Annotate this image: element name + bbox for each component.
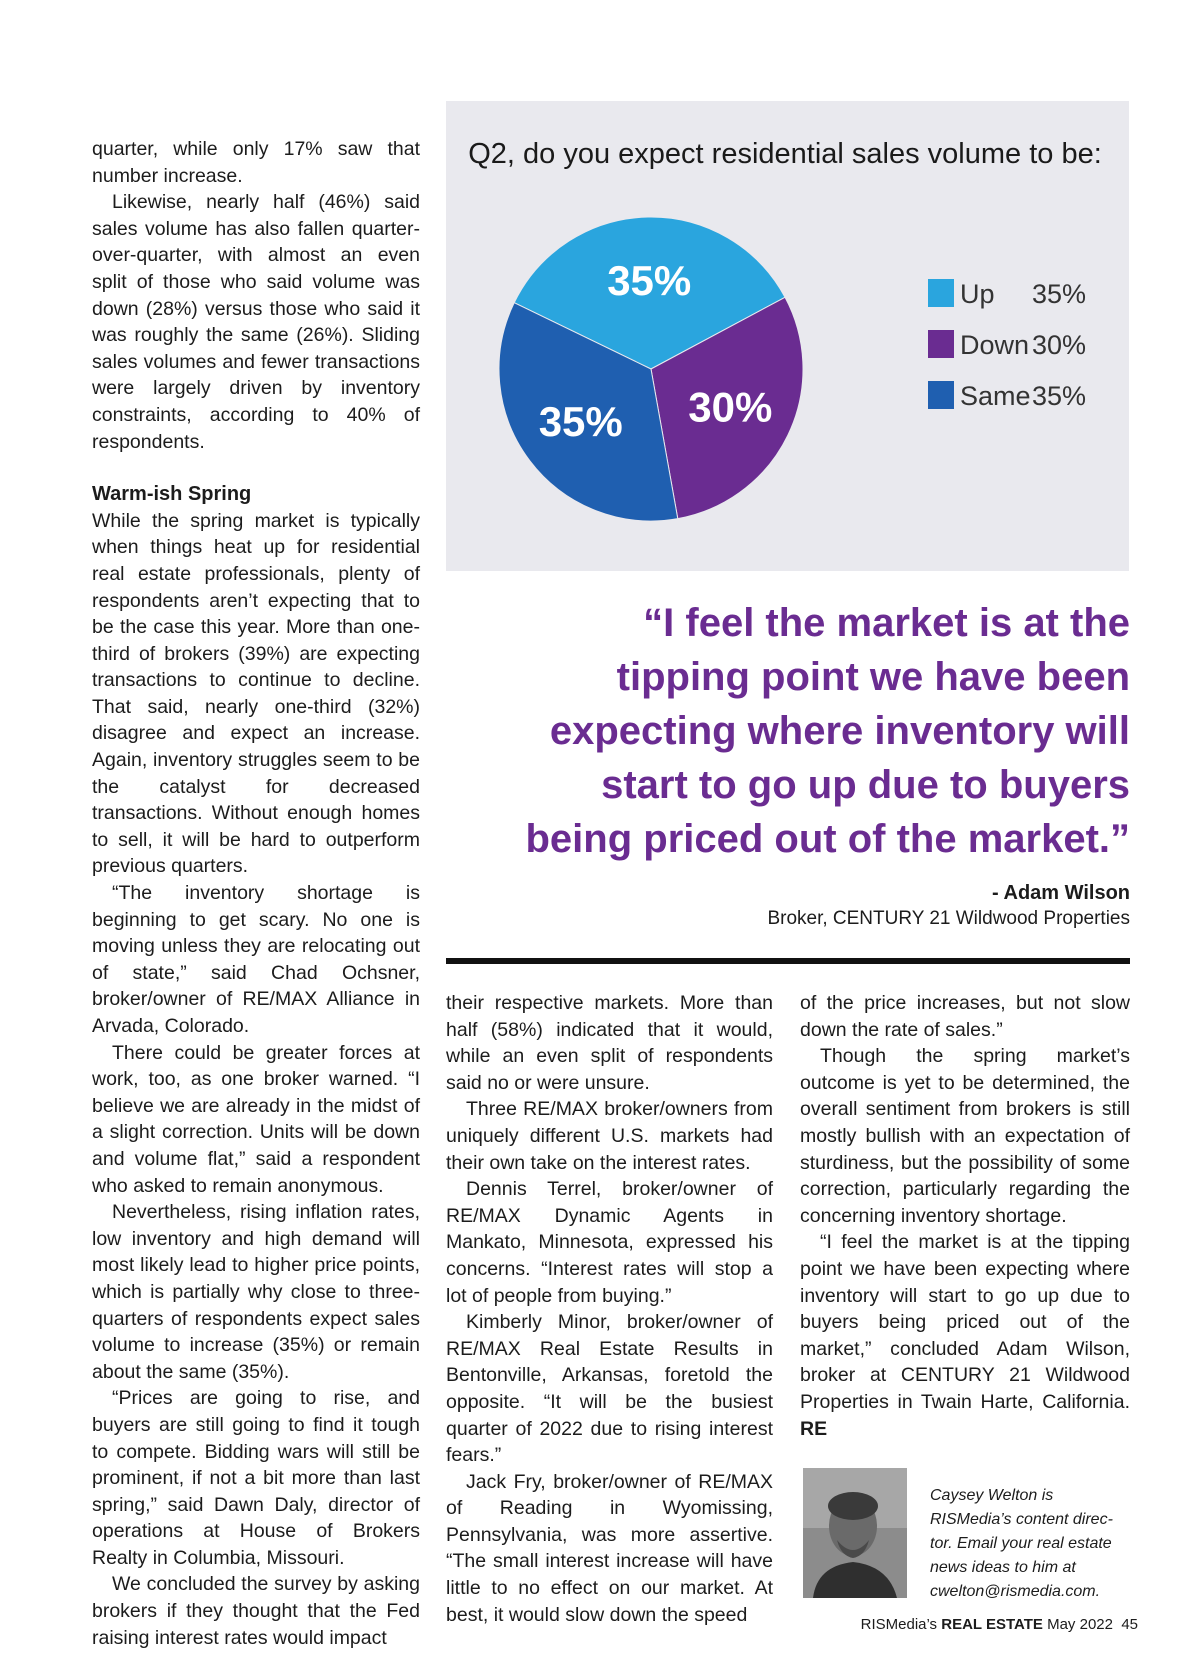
author-bio-line: Caysey Welton is xyxy=(930,1487,1054,1504)
footer-magazine: REAL ESTATE xyxy=(941,1616,1043,1633)
paragraph: Nevertheless, rising inflation rates, low inventory and high demand will most likely lead to higher price points, which is partially why close to three-quarters of respondents expect sales volume to increase (35%) or remain about the same (35%). xyxy=(92,1201,420,1383)
paragraph: their respective markets. More than half (58%) indicated that it would, while an even split of respondents said no or were unsure. xyxy=(446,992,773,1094)
legend-value: 30% xyxy=(1031,330,1086,360)
legend-label: Up xyxy=(960,279,995,309)
legend-swatch xyxy=(928,381,954,409)
paragraph: of the price increases, but not slow down the rate of sales.” xyxy=(800,992,1130,1041)
paragraph: Though the spring market’s outcome is yet to be determined, the overall sentiment from brokers is still mostly bullish with an expectation of sturdiness, but the possibility of some correction, particularly regarding the concerning inventory shortage. xyxy=(800,1045,1130,1227)
author-bio-line: cwelton@rismedia.com. xyxy=(930,1583,1101,1600)
author-bio-line: news ideas to him at xyxy=(930,1559,1076,1576)
legend-value: 35% xyxy=(1031,279,1086,309)
paragraph: Likewise, nearly half (46%) said sales volume has also fallen quarter-over-quarter, with almost an even split of those who said volume was down (28%) versus those who said it was roughly the same (26%). Sliding sales volumes and fewer transactions were largely driven by inventory constraints, according to 40% of respondents. xyxy=(92,191,420,453)
paragraph: Jack Fry, broker/owner of RE/MAX of Reading in Wyomissing, Pennsylvania, was more assertive. “The small interest increase will have little to no effect on our market. At best, it would slow down the speed xyxy=(446,1470,773,1626)
legend-label: Down xyxy=(960,330,1030,360)
author-bio xyxy=(930,1484,1130,1604)
footer-issue: May 2022 xyxy=(1047,1616,1113,1633)
pie-chart-svg xyxy=(446,101,1129,571)
article-column-left xyxy=(92,136,420,1651)
paragraph: “The inventory shortage is beginning to get scary. No one is moving unless they are relocating out of state,” said Chad Ochsner, broker/owner of RE/MAX Alliance in Arvada, Colorado. xyxy=(92,882,420,1037)
section-subhead: Warm-ish Spring xyxy=(92,483,252,506)
paragraph: While the spring market is typically when things heat up for residential real estate professionals, plenty of respondents aren’t expecting that to be the case this year. More than one-third of brokers (39%) are expecting transactions to continue to decline. That said, nearly one-third (32%) disagree and expect an increase. Again, inventory struggles seem to be the catalyst for decreased transactions. Without enough homes to sell, it will be hard to outperform previous quarters. xyxy=(92,509,420,878)
pull-quote-line: start to go up due to buyers xyxy=(601,763,1130,807)
article-column-middle xyxy=(446,990,773,1628)
author-photo xyxy=(803,1468,907,1598)
paragraph: We concluded the survey by asking brokers if they thought that the Fed raising interest rates would impact xyxy=(92,1573,420,1649)
end-mark: RE xyxy=(800,1417,828,1440)
legend-label: Same xyxy=(960,381,1031,411)
pull-quote-line: tipping point we have been xyxy=(616,655,1130,699)
quote-attribution xyxy=(767,880,1130,932)
pull-quote-line: “I feel the market is at the xyxy=(643,601,1130,645)
quote-author-name: - Adam Wilson xyxy=(992,882,1130,904)
paragraph: Kimberly Minor, broker/owner of RE/MAX Real Estate Results in Bentonville, Arkansas, foretold the opposite. “It will be the busiest quarter of 2022 due to rising interest fears.” xyxy=(446,1311,773,1467)
pie-slice-label: 30% xyxy=(688,383,773,431)
author-bio-line: RISMedia’s content direc- xyxy=(930,1511,1113,1528)
section-divider xyxy=(446,958,1130,964)
page-number: 45 xyxy=(1121,1616,1138,1633)
paragraph: Three RE/MAX broker/owners from uniquely different U.S. markets had their own take on the interest rates. xyxy=(446,1098,773,1174)
footer-brand: RISMedia’s xyxy=(860,1616,938,1633)
pie-slice-label: 35% xyxy=(607,256,692,304)
paragraph: There could be greater forces at work, too, as one broker warned. “I believe we are already in the midst of a slight correction. Units will be down and volume flat,” said a respondent who asked to remain anonymous. xyxy=(92,1041,420,1197)
legend-value: 35% xyxy=(1031,381,1086,411)
pull-quote xyxy=(446,596,1130,866)
legend-swatch xyxy=(928,330,954,358)
paragraph xyxy=(800,1229,1130,1442)
chart-title: Q2, do you expect residential sales volume to be: xyxy=(468,138,1102,170)
article-column-right xyxy=(800,990,1130,1442)
author-bio-line: tor. Email your real estate xyxy=(930,1535,1112,1552)
paragraph: Dennis Terrel, broker/owner of RE/MAX Dynamic Agents in Mankato, Minnesota, expressed his concerns. “Interest rates will stop a lot of people from buying.” xyxy=(446,1178,773,1307)
page-footer xyxy=(861,1616,1138,1633)
paragraph-text: “I feel the market is at the tipping point we have been expecting where inventory will start to go up due to buyers being priced out of the market,” concluded Adam Wilson, broker at CENTURY 21 Wildwood Properties in Twain Harte, California. xyxy=(800,1231,1130,1413)
paragraph: “Prices are going to rise, and buyers are still going to find it tough to compete. Bidding wars will still be prominent, if not a bit more than last spring,” said Dawn Daly, director of operations at House of Brokers Realty in Columbia, Missouri. xyxy=(92,1387,420,1569)
quote-author-role: Broker, CENTURY 21 Wildwood Properties xyxy=(767,908,1130,929)
pull-quote-line: being priced out of the market.” xyxy=(525,817,1130,861)
pull-quote-line: expecting where inventory will xyxy=(549,709,1130,753)
legend-swatch xyxy=(928,279,954,307)
pie-slice-label: 35% xyxy=(538,398,623,446)
paragraph: quarter, while only 17% saw that number increase. xyxy=(92,138,420,187)
survey-pie-chart xyxy=(446,101,1129,571)
